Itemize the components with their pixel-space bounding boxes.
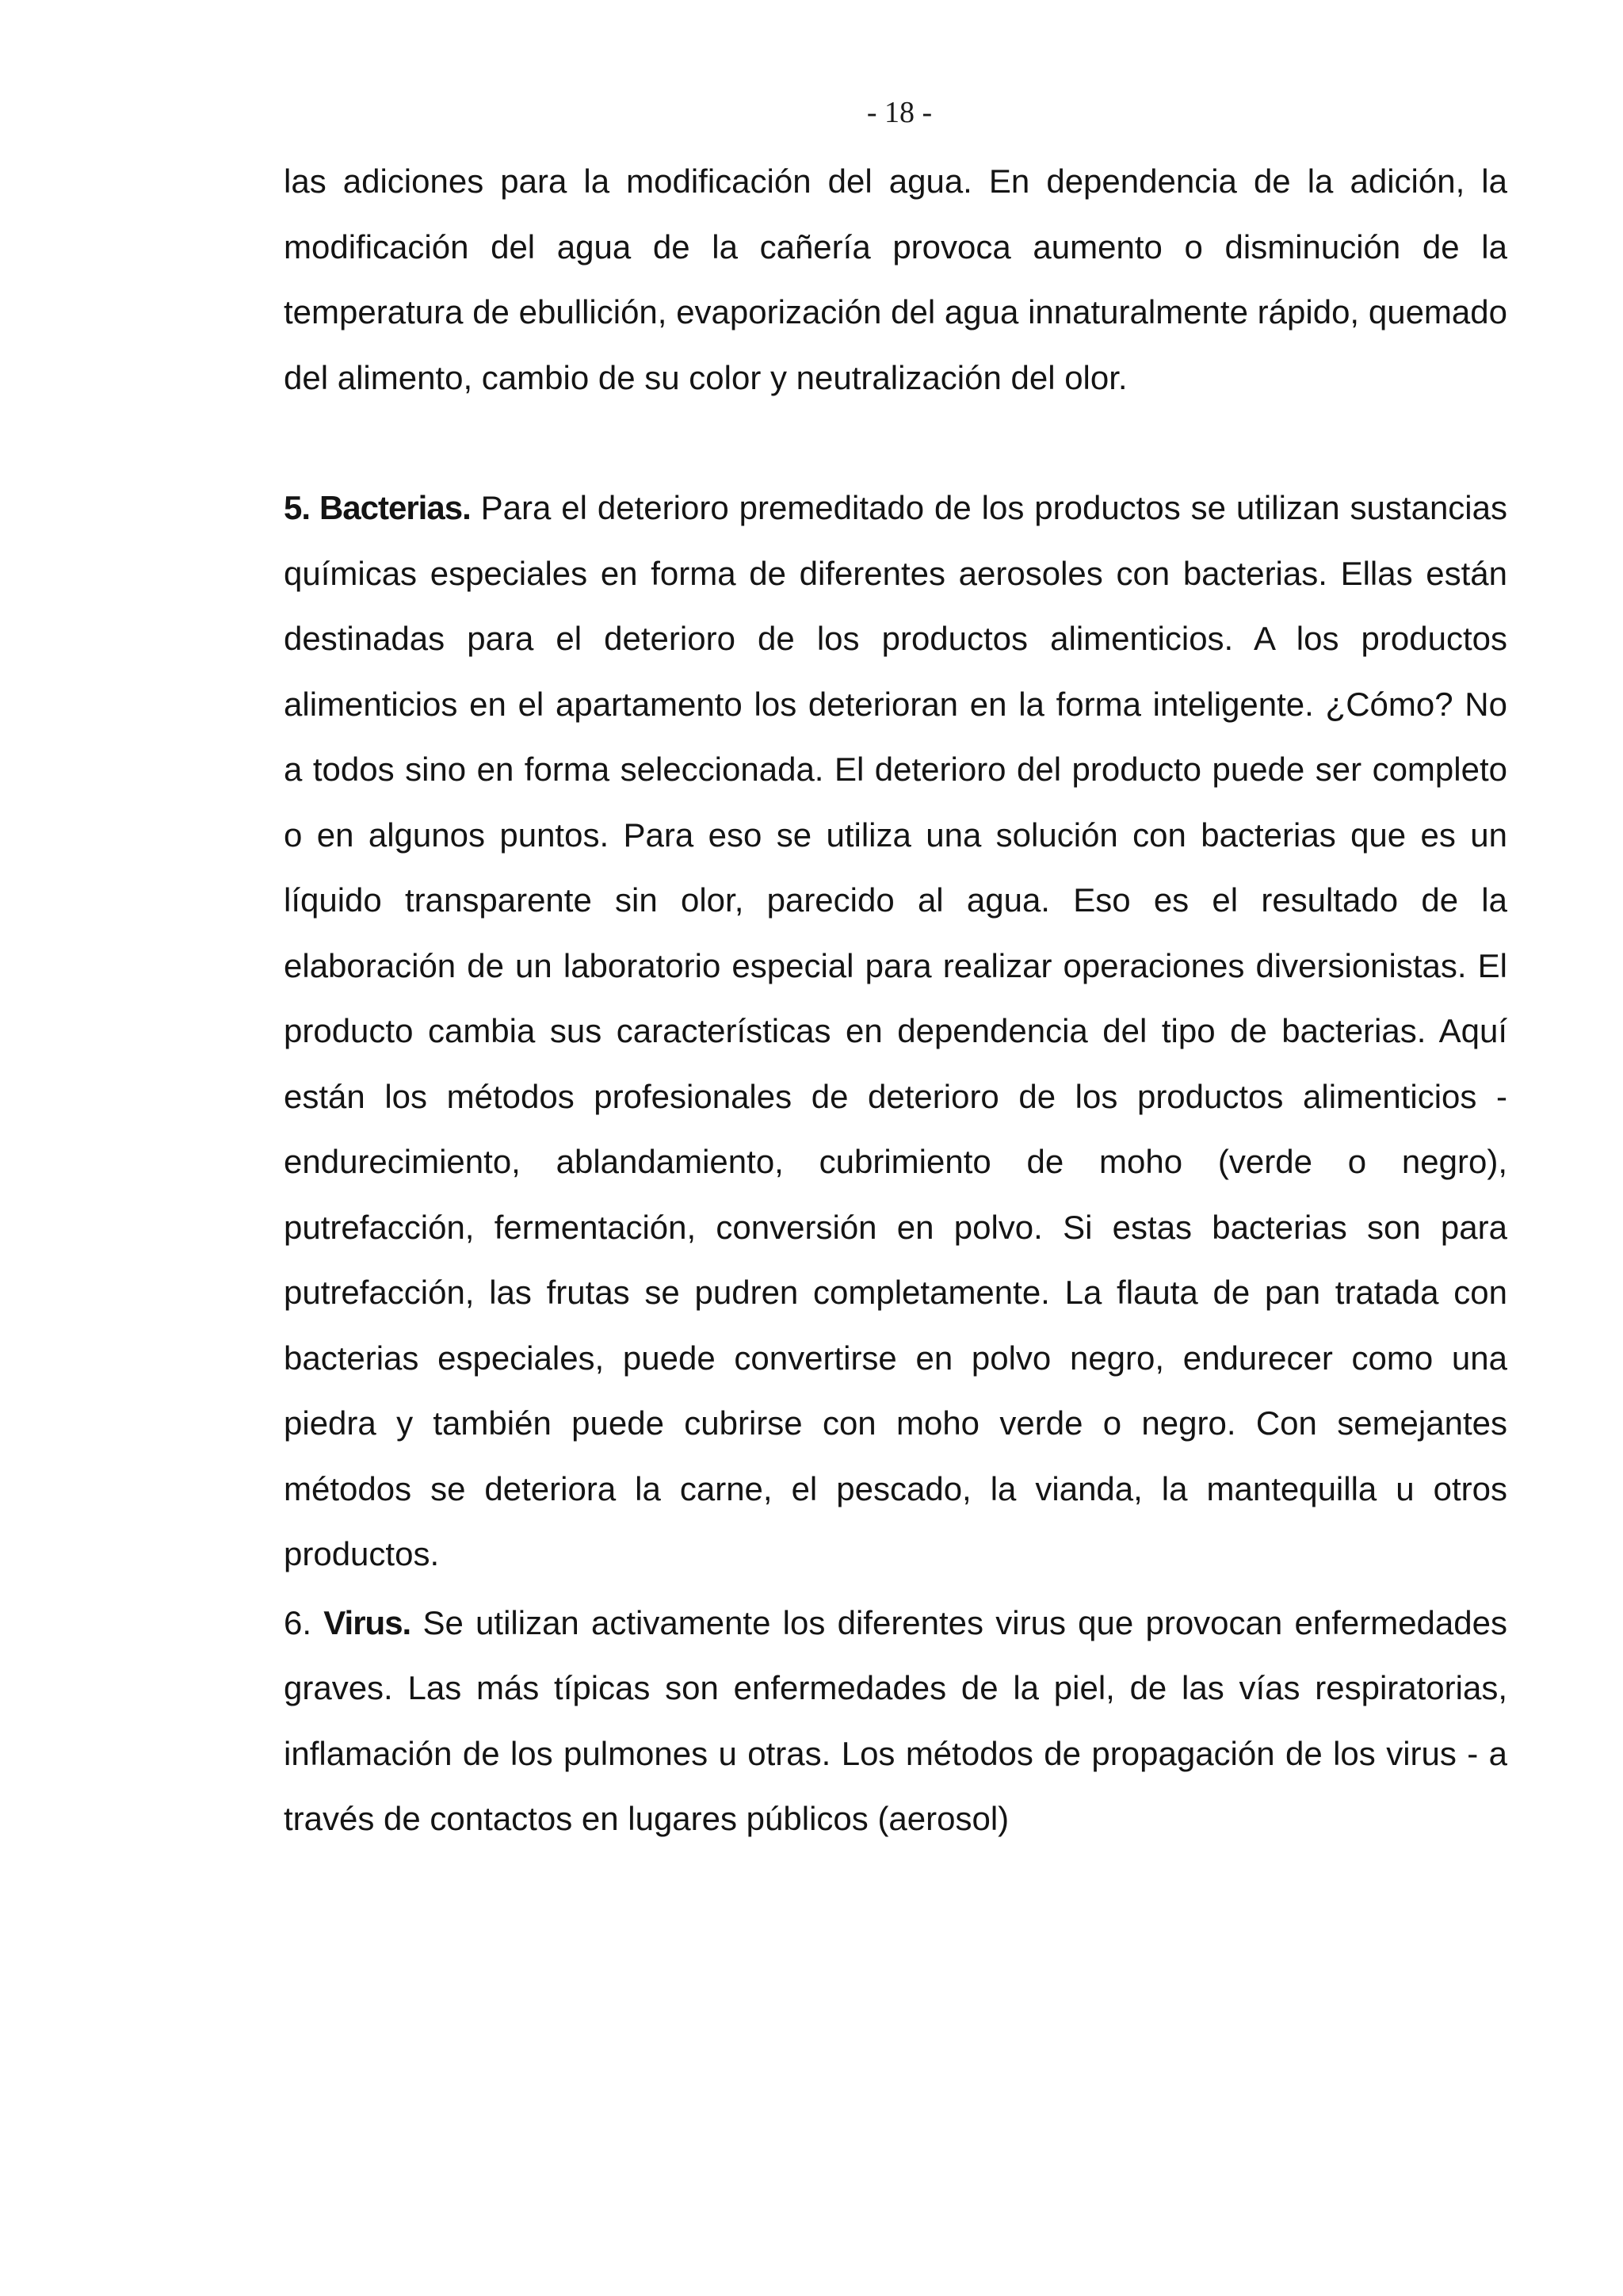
section-heading-virus: Virus.: [323, 1603, 411, 1641]
paragraph-virus-text: Se utilizan activamente los diferentes virus que provocan enfermedades graves. Las más típicas son enfermedades de la piel, de las vías respiratorias, inflamación de los pulmones u otras. Los métodos de propagación de los virus - a través de contactos en lugares públicos (aerosol): [284, 1603, 1507, 1837]
body-text: [284, 149, 1507, 1852]
section-heading-bacterias: 5. Bacterias.: [284, 489, 471, 526]
paragraph-bacterias-text: Para el deterioro premeditado de los productos se utilizan sustancias químicas especiales en forma de diferentes aerosoles con bacterias. Ellas están destinadas para el deterioro de los productos alimenticios. A los productos alimenticios en el apartamento los deterioran en la forma inteligente. ¿Cómo? No a todos sino en forma seleccionada. El deterioro del producto puede ser completo o en algunos puntos. Para eso se utiliza una solución con bacterias que es un líquido transparente sin olor, parecido al agua. Eso es el resultado de la elaboración de un laboratorio especial para realizar operaciones diversionistas. El producto cambia sus características en dependencia del tipo de bacterias. Aquí están los métodos profesionales de deterioro de los productos alimenticios - endurecimiento, ablandamiento, cubrimiento de moho (verde o negro), putrefacción, fermentación, conversión en polvo. Si estas bacterias son para putrefacción, las frutas se pudren completamente. La flauta de pan tratada con bacterias especiales, puede convertirse en polvo negro, endurecer como una piedra y también puede cubrirse con moho verde o negro. Con semejantes métodos se deteriora la carne, el pescado, la vianda, la mantequilla u otros productos.: [284, 489, 1507, 1572]
page-number: - 18 -: [866, 96, 933, 129]
section-number-virus: 6.: [284, 1603, 324, 1641]
paragraph-bacterias: [284, 476, 1507, 1587]
paragraph-continuation: las adiciones para la modificación del agua. En dependencia de la adición, la modificación del agua de la cañería provoca aumento o disminución de la temperatura de ebullición, evaporización del agua innaturalmente rápido, quemado del alimento, cambio de su color y neutralización del olor.: [284, 162, 1507, 396]
paragraph-virus: [284, 1591, 1507, 1852]
